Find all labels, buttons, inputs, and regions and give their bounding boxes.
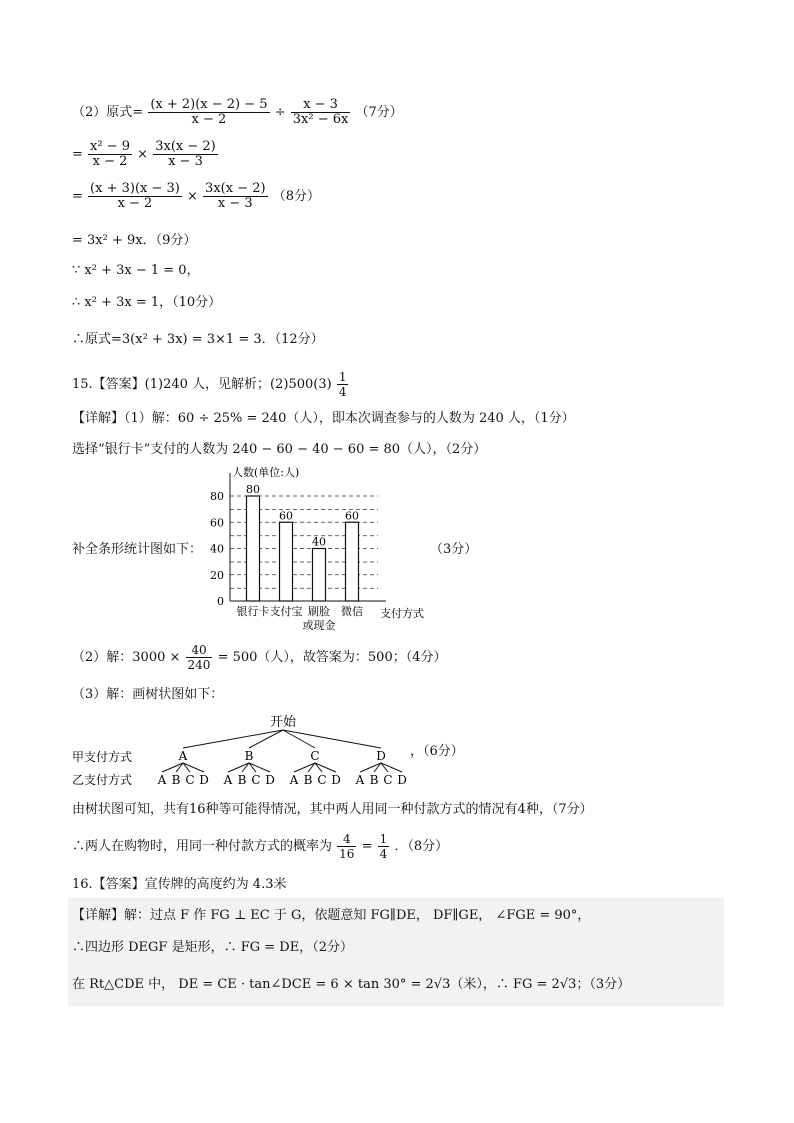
q15-c2-f1-numerator: 4 — [337, 832, 356, 847]
q14-l2-f1-numerator: x² − 9 — [90, 139, 131, 154]
q15-answer-text: 15.【答案】(1)240 人，见解析；(2)500(3) — [72, 377, 332, 392]
tree-leaf: A — [223, 773, 233, 787]
q14-l1-divide: ÷ — [274, 105, 286, 120]
q15-part2-prefix: （2）解：3000 × — [72, 650, 181, 665]
q15-c2-suffix: ．（8分） — [394, 839, 449, 854]
q15-part-3: （3）解：画树状图如下： — [72, 687, 224, 702]
q15-answer-frac-numerator: 1 — [338, 370, 347, 384]
q14-line-7: ∴原式=3(x² + 3x) = 3×1 = 3．（12分） — [72, 332, 324, 347]
q14-l1-f2-numerator: x − 3 — [291, 98, 351, 113]
q14-line-1 — [72, 98, 403, 127]
q14-l2-eq: = — [72, 147, 83, 162]
q15-conclusion-2 — [72, 832, 448, 861]
tree-leaf: B — [171, 773, 181, 787]
q14-l3-f2-numerator: 3x(x − 2) — [205, 181, 266, 196]
q14-l3-times: × — [187, 189, 198, 204]
q15-part-2 — [72, 643, 447, 672]
y-tick-label: 80 — [210, 490, 224, 503]
y-tick-label: 40 — [210, 542, 224, 556]
q15-part2-frac-numerator: 40 — [186, 643, 213, 658]
tree-leaf: D — [331, 773, 341, 787]
x-tick-label: 银行卡 — [236, 605, 270, 618]
x-tick-label: 或现金 — [302, 619, 336, 632]
tree-node: D — [376, 749, 386, 763]
bar — [313, 549, 326, 602]
y-tick-label: 60 — [210, 516, 224, 530]
q16-detail-2: ∴四边形 DEGF 是矩形，∴ FG = DE，（2分） — [72, 940, 353, 955]
q15-c2-prefix: ∴两人在购物时，用同一种付款方式的概率为 — [72, 839, 333, 854]
x-axis-label: 支付方式 — [380, 607, 424, 620]
tree-leaf: C — [317, 773, 327, 787]
q15-c2-eq: = — [361, 839, 373, 854]
q14-l3-f1-denominator: x − 2 — [117, 196, 153, 211]
tree-node: C — [310, 749, 320, 763]
q15-conclusion-1: 由树状图可知，共有16种等可能得情况，其中两人用同一种付款方式的情况有4种，（7分） — [72, 802, 593, 817]
q15-chart-intro: 补全条形统计图如下： — [72, 542, 203, 557]
q14-l2-f1-denominator: x − 2 — [92, 154, 128, 169]
tree-leaf: C — [185, 773, 195, 787]
tree-branch — [283, 730, 381, 748]
tree-branch — [183, 730, 283, 748]
q15-c2-f1-denominator: 16 — [339, 847, 355, 861]
q16-answer: 16.【答案】宣传牌的高度约为 4.3米 — [72, 877, 287, 892]
x-tick-label: 刷脸 — [308, 605, 330, 618]
q14-line-3 — [72, 182, 320, 211]
tree-leaf: B — [369, 773, 379, 787]
q14-l1-f2-denominator: 3x² − 6x — [292, 112, 349, 127]
bar-chart — [200, 463, 440, 635]
bar-value-label: 60 — [279, 509, 293, 523]
q15-answer — [72, 370, 349, 399]
q14-l1-score: （7分） — [355, 105, 403, 120]
q14-line-2 — [72, 140, 219, 169]
tree-node: B — [244, 749, 254, 763]
q14-l3-f2-denominator: x − 3 — [217, 196, 253, 211]
q14-l2-times: × — [137, 147, 149, 162]
tree-leaf: D — [199, 773, 209, 787]
bar — [247, 496, 260, 601]
q14-l3-fraction-2 — [203, 182, 268, 211]
tree-leaf: A — [355, 773, 365, 787]
q14-l2-f2-denominator: x − 3 — [168, 154, 203, 169]
q15-c2-f2-denominator: 4 — [379, 847, 388, 861]
y-tick-label: 20 — [210, 568, 224, 582]
q14-l1-f1-denominator: x − 2 — [191, 112, 227, 127]
bar-value-label: 80 — [246, 483, 260, 496]
tree-leaf: A — [157, 773, 167, 787]
tree-node: A — [178, 749, 188, 763]
q15-c2-fraction-2 — [378, 832, 390, 861]
bar-value-label: 40 — [312, 535, 326, 549]
q14-l1-fraction-1 — [148, 98, 269, 127]
q14-l1-f1-numerator: (x + 2)(x − 2) − 5 — [150, 97, 268, 112]
q14-l1-prefix: （2）原式= — [72, 105, 144, 120]
q14-l2-f2-numerator: 3x(x − 2) — [155, 139, 216, 154]
tree-leaf: D — [397, 773, 407, 787]
q14-line-5: ∵ x² + 3x − 1 = 0， — [72, 263, 200, 278]
q15-c2-fraction-1 — [337, 832, 356, 861]
q15-detail-2: 选择“银行卡”支付的人数为 240 − 60 − 40 − 60 = 80（人），（2分） — [72, 442, 487, 457]
y-axis-label: 人数(单位:人) — [232, 466, 300, 479]
q14-line-6: ∴ x² + 3x = 1，（10分） — [72, 295, 222, 310]
bar-value-label: 60 — [345, 509, 359, 523]
tree-row-label-1: 甲支付方式 — [72, 750, 133, 764]
tree-leaf: D — [265, 773, 275, 787]
x-tick-label: 微信 — [341, 605, 363, 618]
q14-l3-eq: = — [72, 189, 83, 204]
tree-leaf: C — [383, 773, 393, 787]
q15-answer-frac-denominator: 4 — [338, 385, 347, 399]
q14-l2-fraction-2 — [153, 140, 218, 169]
q15-answer-fraction — [337, 370, 349, 399]
q14-l1-fraction-2 — [291, 98, 351, 127]
q15-part2-suffix: = 500（人），故答案为：500；（4分） — [217, 650, 447, 665]
q14-line-4: = 3x² + 9x．（9分） — [72, 233, 197, 248]
tree-root: 开始 — [269, 715, 297, 730]
q15-c2-f2-numerator: 1 — [379, 832, 388, 846]
q14-l2-fraction-1 — [88, 140, 132, 169]
y-tick-label: 0 — [217, 595, 224, 608]
q16-detail-1: 【详解】解：过点 F 作 FG ⊥ EC 于 G，依题意知 FG∥DE， DF∥GE， ∠FGE = 90°， — [72, 908, 591, 923]
q14-l3-score: （8分） — [272, 189, 320, 204]
tree-leaf: B — [237, 773, 247, 787]
tree-row-label-2: 乙支付方式 — [72, 773, 133, 787]
q14-l3-fraction-1 — [88, 182, 182, 211]
tree-leaf: B — [303, 773, 313, 787]
q16-detail-3: 在 Rt△CDE 中， DE = CE · tan∠DCE = 6 × tan 30° = 2√3（米），∴ FG = 2√3；（3分） — [72, 977, 631, 992]
q15-chart-score: （3分） — [430, 542, 478, 557]
q15-detail-1: 【详解】（1）解：60 ÷ 25% = 240（人），即本次调查参与的人数为 240 人，（1分） — [72, 411, 575, 426]
bar — [280, 522, 293, 601]
tree-leaf: A — [289, 773, 299, 787]
q14-l3-f1-numerator: (x + 3)(x − 3) — [90, 181, 180, 196]
q15-part2-fraction — [186, 643, 213, 672]
q15-tree-score: ，（6分） — [410, 744, 464, 759]
tree-leaf: C — [251, 773, 261, 787]
bar — [346, 522, 359, 601]
x-tick-label: 支付宝 — [269, 605, 303, 618]
q15-part2-frac-denominator: 240 — [187, 658, 211, 672]
